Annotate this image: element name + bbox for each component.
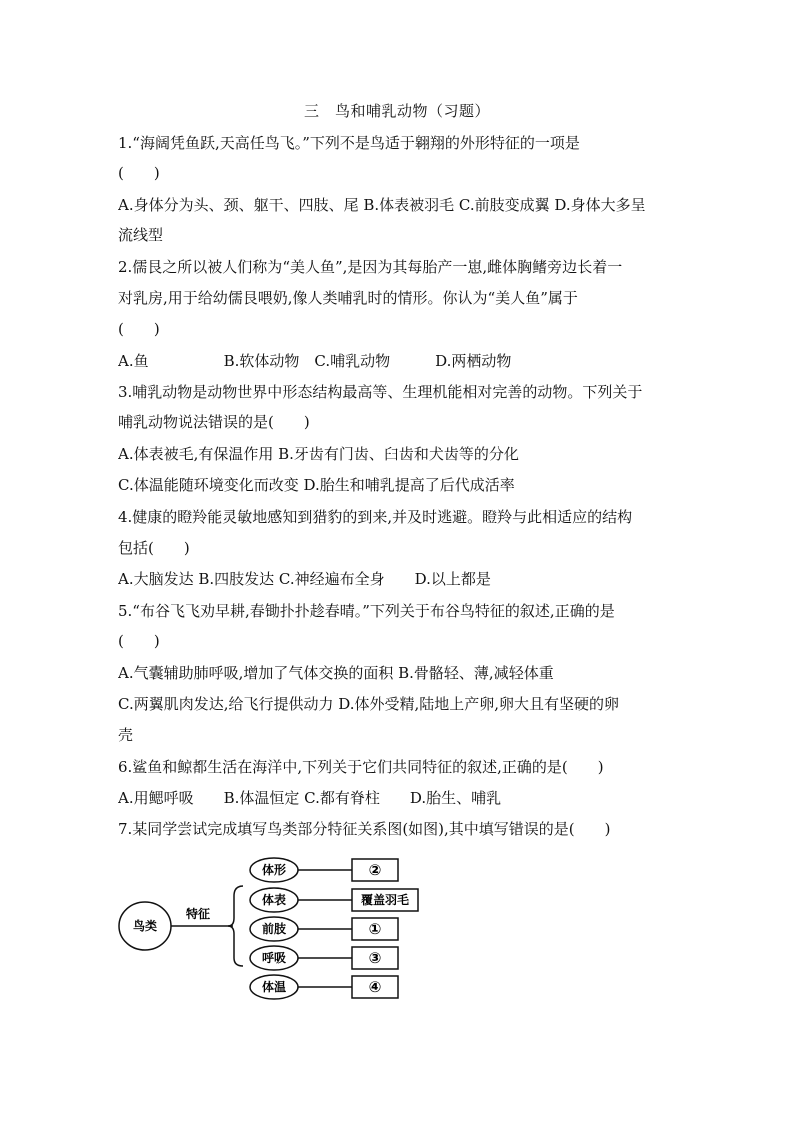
question-3-options-line-2: C.体温能随环境变化而改变 D.胎生和哺乳提高了后代成活率 (118, 476, 515, 494)
brace (228, 886, 243, 966)
question-4-options: A.大脑发达 B.四肢发达 C.神经遍布全身 D.以上都是 (118, 570, 491, 588)
value-label-4: ③ (368, 949, 382, 967)
link-label: 特征 (185, 907, 211, 921)
question-4-stem-line-2: 包括( ) (118, 539, 190, 557)
feature-label-5: 体温 (261, 980, 287, 994)
question-2-answer-blank: ( ) (118, 320, 160, 338)
value-label-2: 覆盖羽毛 (360, 893, 410, 907)
question-5-options-line-2: C.两翼肌肉发达,给飞行提供动力 D.体外受精,陆地上产卵,卵大且有坚硬的卵 (118, 695, 620, 713)
feature-label-2: 体表 (261, 893, 287, 907)
question-1-options-line-2: 流线型 (118, 226, 164, 244)
question-5-options-line-3: 壳 (118, 726, 134, 744)
question-6-options: A.用鳃呼吸 B.体温恒定 C.都有脊柱 D.胎生、哺乳 (118, 789, 502, 807)
feature-label-4: 呼吸 (261, 951, 287, 965)
question-1-stem-line-1: 1.“海阔凭鱼跃,天高任鸟飞。”下列不是鸟适于翱翔的外形特征的一项是 (118, 134, 580, 152)
question-4-stem-line-1: 4.健康的瞪羚能灵敏地感知到猎豹的到来,并及时逃避。瞪羚与此相适应的结构 (118, 508, 633, 526)
value-label-3: ① (368, 920, 382, 938)
question-6-stem: 6.鲨鱼和鲸都生活在海洋中,下列关于它们共同特征的叙述,正确的是( ) (118, 758, 604, 776)
question-1-answer-blank: ( ) (118, 164, 160, 182)
feature-label-3: 前肢 (261, 922, 287, 936)
question-5-answer-blank: ( ) (118, 632, 160, 650)
value-label-1: ② (368, 861, 382, 879)
feature-label-1: 体形 (261, 863, 287, 877)
question-3-stem-line-1: 3.哺乳动物是动物世界中形态结构最高等、生理机能相对完善的动物。下列关于 (118, 383, 643, 401)
question-5-options-line-1: A.气囊辅助肺呼吸,增加了气体交换的面积 B.骨骼轻、薄,减轻体重 (118, 664, 554, 682)
question-2-stem-line-1: 2.儒艮之所以被人们称为“美人鱼”,是因为其每胎产一崽,雌体胸鳍旁边长着一 (118, 258, 623, 276)
bird-feature-diagram (110, 850, 440, 1010)
question-2-stem-line-2: 对乳房,用于给幼儒艮喂奶,像人类哺乳时的情形。你认为“美人鱼”属于 (118, 289, 578, 307)
question-3-stem-line-2: 哺乳动物说法错误的是( ) (118, 413, 310, 431)
question-1-options-line-1: A.身体分为头、颈、躯干、四肢、尾 B.体表被羽毛 C.前肢变成翼 D.身体大多呈 (118, 196, 646, 214)
bird-feature-diagram-svg (110, 850, 440, 1010)
value-label-5: ④ (368, 978, 382, 996)
question-5-stem-line-1: 5.“布谷飞飞劝早耕,春锄扑扑趁春晴。”下列关于布谷鸟特征的叙述,正确的是 (118, 602, 615, 620)
page-title: 三 鸟和哺乳动物（习题） (303, 102, 490, 120)
question-7-stem: 7.某同学尝试完成填写鸟类部分特征关系图(如图),其中填写错误的是( ) (118, 820, 611, 838)
root-label: 鸟类 (132, 919, 158, 933)
question-3-options-line-1: A.体表被毛,有保温作用 B.牙齿有门齿、臼齿和犬齿等的分化 (118, 445, 519, 463)
question-2-options: A.鱼 B.软体动物 C.哺乳动物 D.两栖动物 (118, 352, 512, 370)
